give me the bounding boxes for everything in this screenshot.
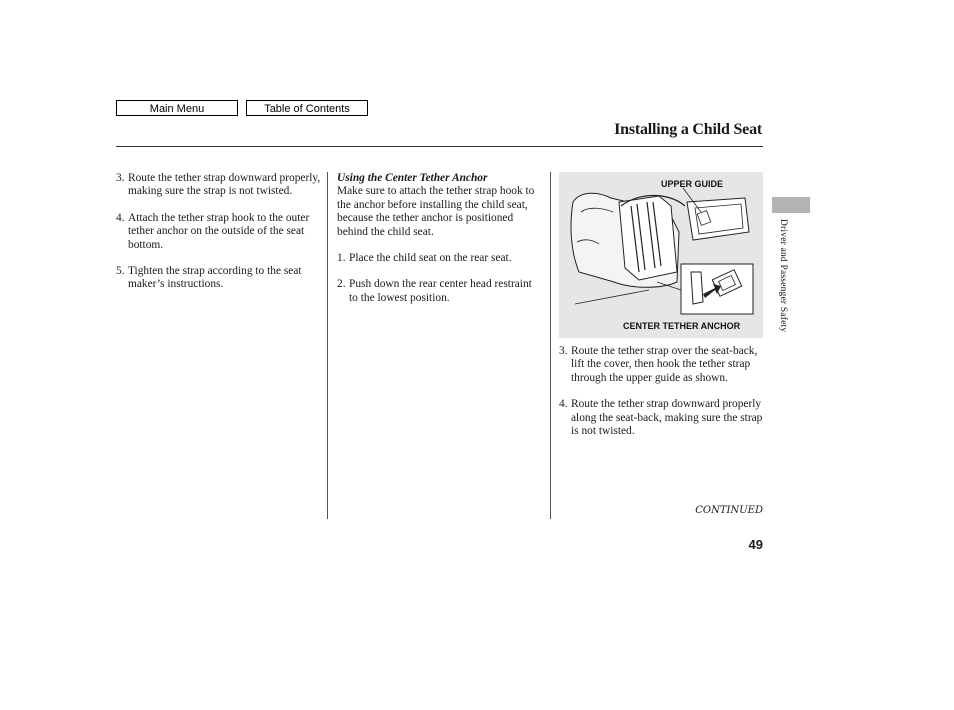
column-left <box>116 172 326 305</box>
step-text: Route the tether strap downward properly along the seat-back, making sure the strap is not twisted. <box>571 398 763 438</box>
main-menu-button[interactable]: Main Menu <box>116 100 238 116</box>
column-right <box>559 345 764 451</box>
step-number: 4. <box>116 211 125 224</box>
step-item <box>559 398 764 438</box>
step-text: Place the child seat on the rear seat. <box>349 252 512 265</box>
page-number: 49 <box>748 537 763 552</box>
section-subheading: Using the Center Tether Anchor <box>337 172 488 184</box>
step-item <box>559 345 764 385</box>
step-number: 5. <box>116 265 125 278</box>
step-text: Attach the tether strap hook to the outer tether anchor on the outside of the seat bottom. <box>128 211 310 251</box>
column-divider <box>327 172 328 519</box>
step-number: 3. <box>559 345 568 357</box>
column-middle <box>337 172 543 318</box>
center-tether-anchor-label: CENTER TETHER ANCHOR <box>623 321 741 331</box>
tether-anchor-illustration <box>559 172 763 338</box>
step-text: Tighten the strap according to the seat maker’s instructions. <box>128 265 302 291</box>
step-number: 2. <box>337 278 346 291</box>
upper-guide-label: UPPER GUIDE <box>661 179 724 189</box>
step-text: Push down the rear center head restraint to the lowest position. <box>349 278 532 304</box>
seat-drawing <box>559 172 763 338</box>
step-item <box>337 278 543 305</box>
step-text: Route the tether strap downward properly, making sure the strap is not twisted. <box>128 172 321 198</box>
header-rule <box>116 146 763 147</box>
section-tab-marker <box>772 197 810 213</box>
step-item <box>116 265 326 292</box>
continued-note: CONTINUED <box>695 505 763 516</box>
step-number: 1. <box>337 252 346 265</box>
step-item <box>116 212 326 252</box>
intro-paragraph: Make sure to attach the tether strap hook to the anchor before installing the child seat, because the tether anchor is positioned behind the child seat. <box>337 185 535 238</box>
table-of-contents-button[interactable]: Table of Contents <box>246 100 368 116</box>
step-text: Route the tether strap over the seat-back, lift the cover, then hook the tether strap through the upper guide as shown. <box>571 345 758 384</box>
page-title: Installing a Child Seat <box>614 121 762 138</box>
step-number: 3. <box>116 172 125 184</box>
step-number: 4. <box>559 398 568 411</box>
column-divider <box>550 172 551 519</box>
section-tab-label: Driver and Passenger Safety <box>778 219 788 333</box>
step-item <box>337 252 543 265</box>
step-item <box>116 172 326 199</box>
